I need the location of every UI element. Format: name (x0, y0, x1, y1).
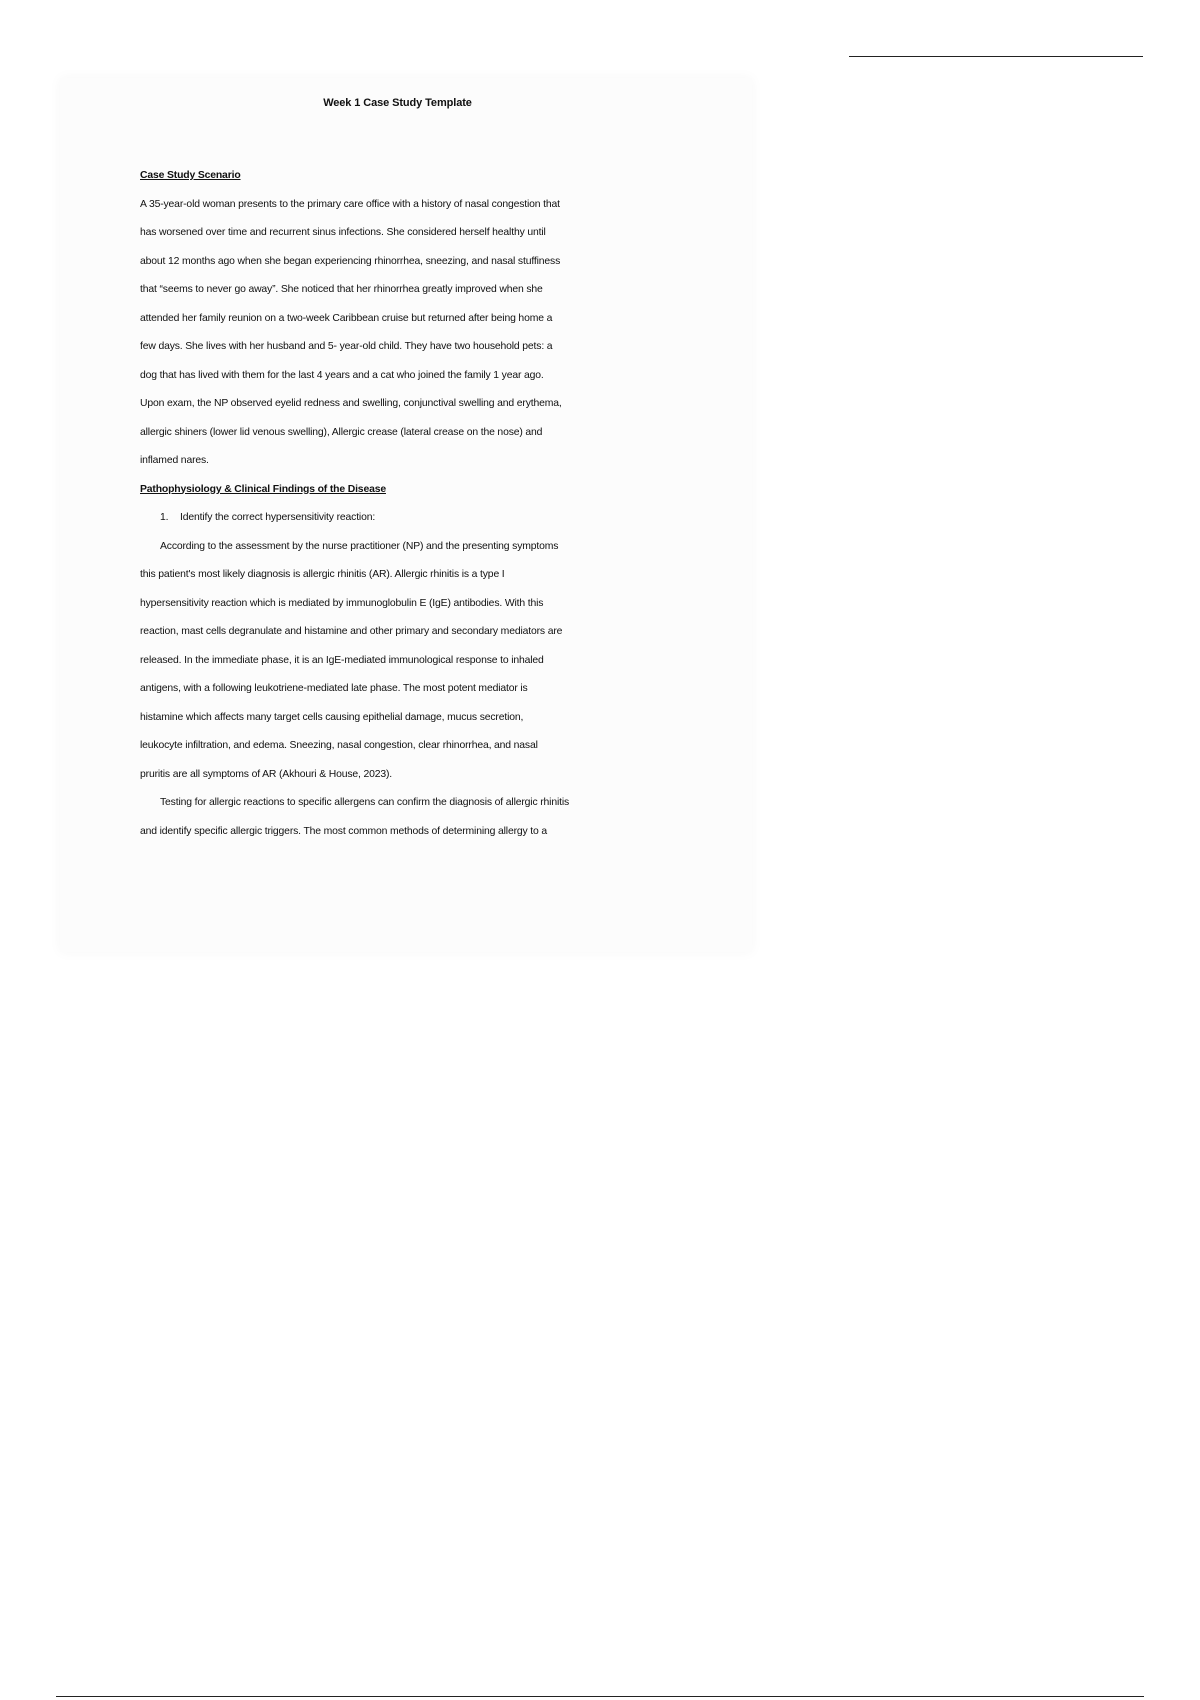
scenario-line: inflamed nares. (140, 455, 209, 466)
paragraph-line: hypersensitivity reaction which is mediated by immunoglobulin E (IgE) antibodies. With this (140, 597, 544, 609)
scenario-line: has worsened over time and recurrent sinus infections. She considered herself healthy until (140, 227, 546, 238)
scenario-line: few days. She lives with her husband and 5- year-old child. They have two household pets: a (140, 341, 553, 352)
paragraph-line: According to the assessment by the nurse practitioner (NP) and the presenting symptoms (160, 540, 559, 552)
scenario-paragraph (140, 191, 732, 476)
paragraph-line: this patient's most likely diagnosis is allergic rhinitis (AR). Allergic rhinitis is a type I (140, 569, 505, 580)
scenario-line: A 35-year-old woman presents to the primary care office with a history of nasal congestion that (140, 198, 560, 210)
paragraph-line: released. In the immediate phase, it is an IgE-mediated immunological response to inhaled (140, 654, 544, 666)
document-page-image (60, 78, 752, 952)
list-item-text: Identify the correct hypersensitivity reaction: (180, 512, 376, 523)
scenario-line: dog that has lived with them for the last 4 years and a cat who joined the family 1 year ago. (140, 369, 544, 381)
paragraph-line: and identify specific allergic triggers. The most common methods of determining allergy to a (140, 825, 548, 837)
list-item-number: 1. (160, 512, 169, 523)
list-item (140, 504, 732, 533)
paragraph-line: antigens, with a following leukotriene-mediated late phase. The most potent mediator is (140, 683, 528, 694)
pathophysiology-paragraph (140, 533, 732, 790)
bottom-horizontal-rule (56, 1696, 1144, 1697)
scenario-line: attended her family reunion on a two-week Caribbean cruise but returned after being home a (140, 312, 553, 324)
scenario-line: Upon exam, the NP observed eyelid redness and swelling, conjunctival swelling and erythema, (140, 398, 562, 409)
scenario-heading: Case Study Scenario (140, 170, 241, 181)
top-horizontal-rule (849, 56, 1143, 57)
paragraph-line: histamine which affects many target cells causing epithelial damage, mucus secretion, (140, 711, 524, 723)
scenario-line: that “seems to never go away”. She noticed that her rhinorrhea greatly improved when she (140, 284, 543, 295)
paragraph-line: Testing for allergic reactions to specific allergens can confirm the diagnosis of allergic rhinitis (160, 797, 570, 808)
document-title: Week 1 Case Study Template (323, 97, 472, 109)
paragraph-line: pruritis are all symptoms of AR (Akhouri & House, 2023). (140, 768, 393, 780)
paragraph-line: reaction, mast cells degranulate and histamine and other primary and secondary mediators are (140, 626, 563, 637)
testing-paragraph (140, 789, 732, 846)
pathophysiology-heading: Pathophysiology & Clinical Findings of the Disease (140, 483, 386, 495)
scenario-line: allergic shiners (lower lid venous swelling), Allergic crease (lateral crease on the nose) and (140, 426, 543, 438)
document-body (140, 162, 732, 846)
paragraph-line: leukocyte infiltration, and edema. Sneezing, nasal congestion, clear rhinorrhea, and nasal (140, 740, 538, 751)
scenario-line: about 12 months ago when she began experiencing rhinorrhea, sneezing, and nasal stuffiness (140, 255, 561, 267)
